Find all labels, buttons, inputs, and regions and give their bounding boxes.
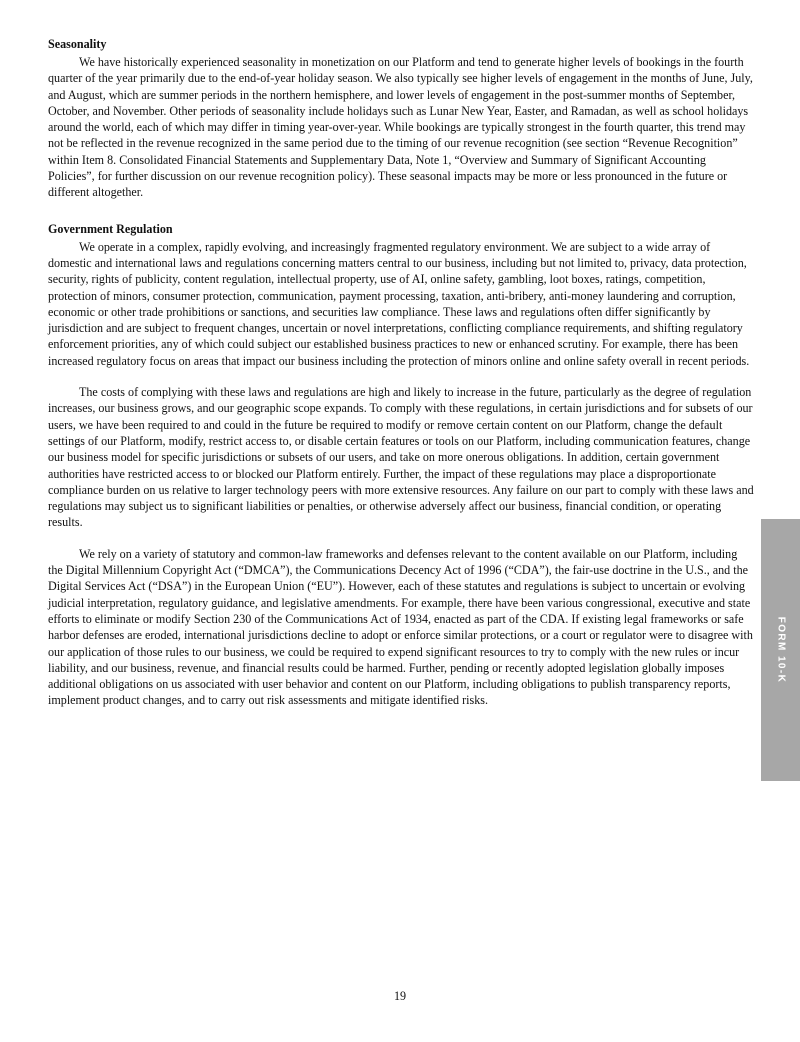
paragraph: We rely on a variety of statutory and common-law frameworks and defenses relevant to the content available on our Platform, including the Digital Millennium Copyright Act (“DMCA”), the Communications Decency Act of 1996 (“CDA”), the fair-use doctrine in the U.S., and the Digital Services Act (“DSA”) in the European Union (“EU”). However, each of these statutes and regulations is subject to uncertain or evolving judicial interpretation, regulatory guidance, and legislative amendments. For example, there have been various congressional, executive and state efforts to eliminate or modify Section 230 of the Communications Act of 1934, enacted as part of the CDA. If existing legal frameworks or safe harbor defenses are eroded, international jurisdictions decline to adopt or enforce similar protections, or a court or regulator were to disagree with our application of those rules to our business, we could be required to expend significant resources to try to comply with the new rules or incur liability, and our business, revenue, and financial results could be harmed. Further, pending or recently adopted legislation globally imposes additional obligations on us associated with user behavior and content on our Platform, including obligations to publish transparency reports, implement product changes, and to carry out risk assessments and mitigate identified risks. [48, 546, 753, 708]
section-government-regulation [48, 221, 754, 709]
side-tab-label: FORM 10-K [775, 616, 786, 684]
paragraph: The costs of complying with these laws and regulations are high and likely to increase in the future, particularly as the degree of regulation increases, our business grows, and our geographic scope expands. To comply with these regulations, in certain jurisdictions and for subsets of our users, we have been required to and could in the future be required to modify or remove certain content on our Platform, change the default settings of our Platform, modify, restrict access to, or disable certain features or tools on our Platform, including communication features, change our business model for specific jurisdictions or subsets of our users, and take on more onerous obligations. In addition, certain government authorities have restricted access to or blocked our Platform entirely. Further, the impact of these regulations may place a disproportionate compliance burden on us relative to larger technology peers with more extensive resources. Any failure on our part to comply with these laws and regulations may subject us to significant liabilities or penalties, or otherwise adversely affect our business, financial condition, or operating results. [48, 385, 754, 530]
form-10k-side-tab [761, 519, 800, 781]
section-seasonality [48, 36, 754, 201]
section-heading: Government Regulation [48, 221, 173, 236]
document-body [48, 36, 754, 724]
paragraph: We operate in a complex, rapidly evolving, and increasingly fragmented regulatory environment. We are subject to a wide array of domestic and international laws and regulations concerning matters central to our business, including but not limited to, privacy, data protection, security, rights of publicity, content regulation, intellectual property, use of AI, online safety, gambling, loot boxes, ratings, competition, protection of minors, consumer protection, communication, payment processing, taxation, anti-bribery, anti-money laundering and corruption, economic or other trade prohibitions or sanctions, and securities law compliance. These laws and regulations often differ significantly by jurisdiction and are subject to frequent changes, uncertain or novel interpretations, conflicting compliance requirements, and shifting regulatory enforcement priorities, any of which could subject our established business practices to new or enhanced scrutiny. For example, there has been increased regulatory focus on areas that impact our business including the protection of minors online and online safety overall in recent periods. [48, 239, 750, 368]
paragraph: We have historically experienced seasonality in monetization on our Platform and tend to generate higher levels of bookings in the fourth quarter of the year primarily due to the end-of-year holiday season. We also typically see higher levels of engagement in the months of June, July, and August, which are summer periods in the northern hemisphere, and lower levels of engagement in the post-summer months of September, October, and November. Other periods of seasonality include holidays such as Lunar New Year, Easter, and Ramadan, as well as school holidays around the world, each of which may differ in timing year-over-year. While bookings are typically strongest in the fourth quarter, this trend may not be reflected in the revenue recognized in the same period due to the timing of our revenue recognition (see section “Revenue Recognition” within Item 8. Consolidated Financial Statements and Supplementary Data, Note 1, “Overview and Summary of Significant Accounting Policies”, for further discussion on our revenue recognition policy). These seasonal impacts may be more or less pronounced in the future or different altogether. [48, 55, 753, 200]
page-number: 19 [393, 989, 407, 1003]
section-heading: Seasonality [48, 37, 107, 51]
